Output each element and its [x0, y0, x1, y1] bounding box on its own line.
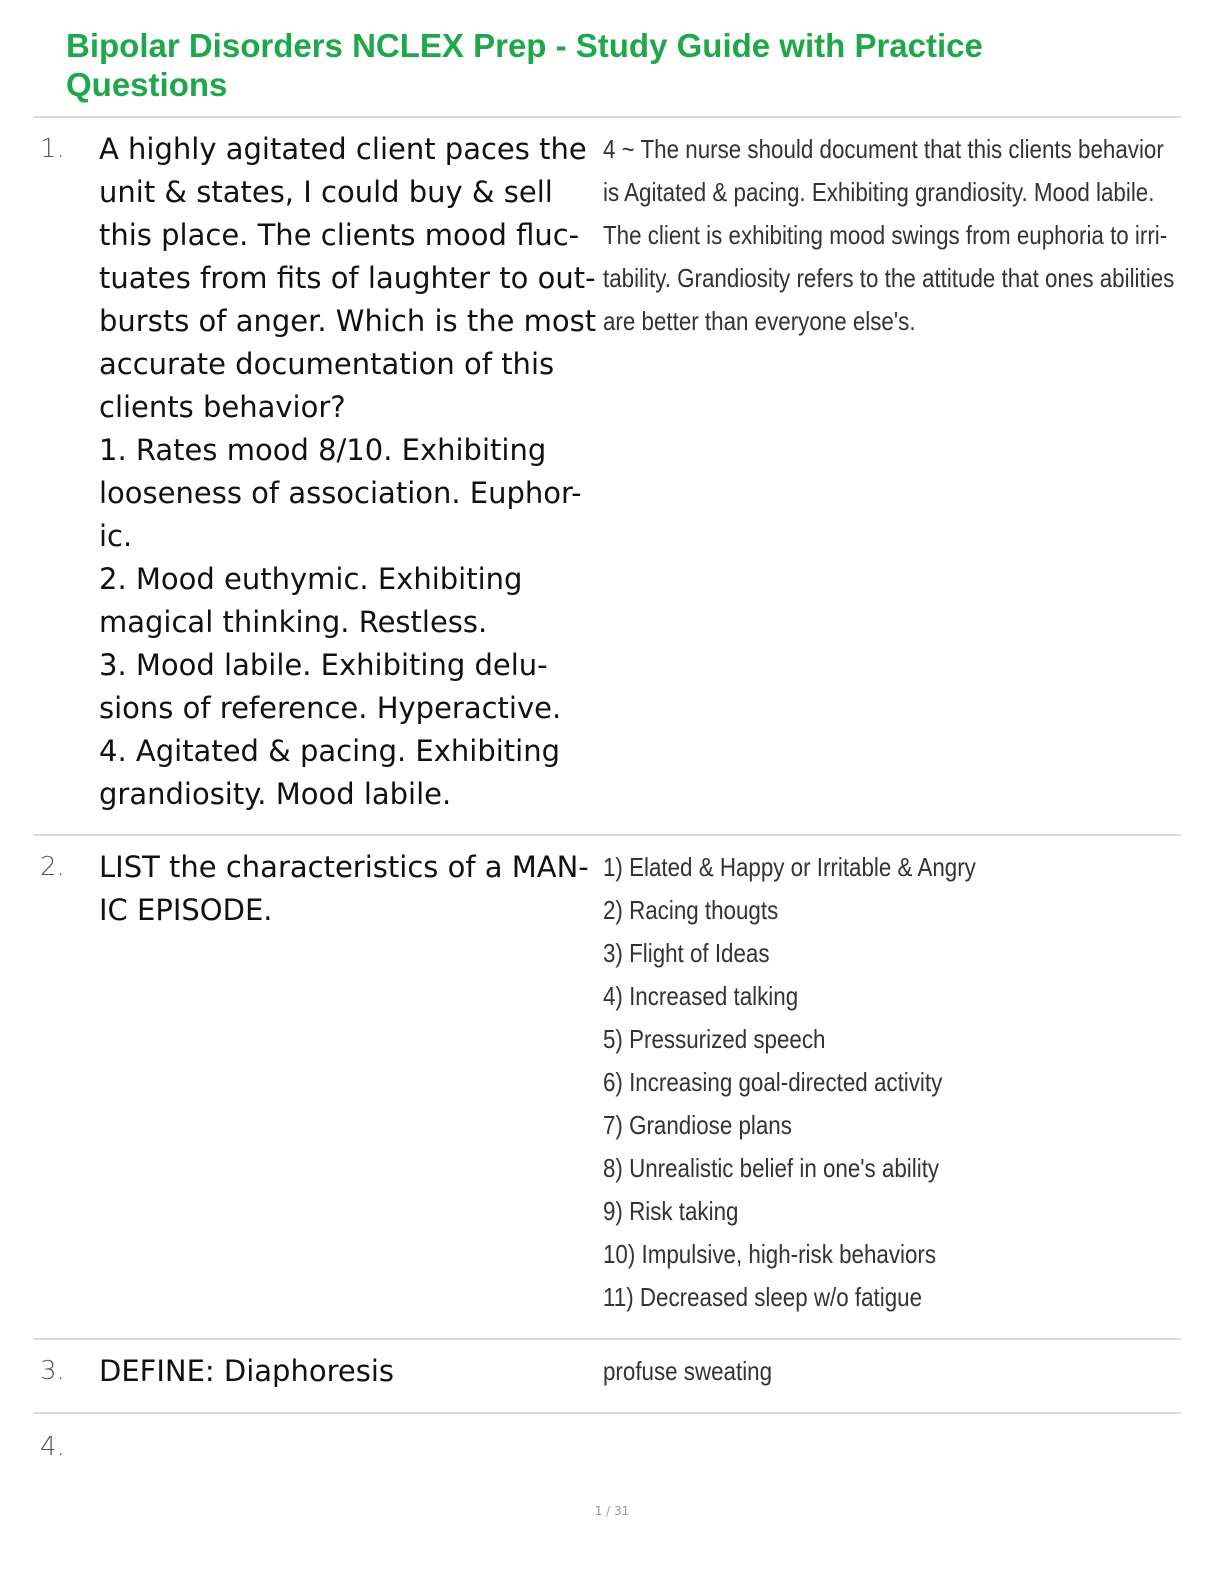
- answer-line: 7) Grandiose plans: [603, 1110, 792, 1140]
- answer-text: [603, 846, 1093, 1319]
- answer-line: 3) Flight of Ideas: [603, 938, 770, 968]
- question-line: IC EPISODE.: [99, 893, 273, 927]
- card-number: 1.: [40, 134, 65, 164]
- question-line: grandiosity. Mood labile.: [99, 777, 452, 811]
- question-text: [99, 128, 599, 816]
- question-line: unit & states, I could buy & sell: [99, 175, 553, 209]
- answer-line: 4) Increased talking: [603, 981, 799, 1011]
- answer-line: 9) Risk taking: [603, 1196, 739, 1226]
- answer-line: 6) Increasing goal-directed activity: [603, 1067, 943, 1097]
- question-line: magical thinking. Restless.: [99, 605, 488, 639]
- card-number: 2.: [40, 852, 65, 882]
- divider: [33, 834, 1181, 836]
- question-line: ic.: [99, 519, 133, 553]
- answer-line: are better than everyone else's.: [603, 306, 916, 336]
- document-title: Bipolar Disorders NCLEX Prep - Study Guide with Practice Questions: [66, 27, 983, 103]
- question-line: DEFINE: Diaphoresis: [99, 1354, 394, 1388]
- divider: [33, 1412, 1181, 1414]
- answer-line: is Agitated & pacing. Exhibiting grandiosity. Mood labile.: [603, 177, 1155, 207]
- answer-line: 2) Racing thougts: [603, 895, 779, 925]
- answer-line: 4 ~ The nurse should document that this clients behavior: [603, 134, 1164, 164]
- page-indicator: 1 / 31: [594, 1504, 630, 1518]
- answer-line: profuse sweating: [603, 1356, 773, 1386]
- card-number: 3.: [40, 1356, 65, 1386]
- question-line: looseness of association. Euphor-: [99, 476, 582, 510]
- question-text: [99, 1350, 599, 1393]
- answer-line: tability. Grandiosity refers to the attitude that ones abilities: [603, 263, 1175, 293]
- answer-text: [603, 1350, 1093, 1393]
- card-number: 4.: [40, 1432, 65, 1462]
- answer-line: 8) Unrealistic belief in one's ability: [603, 1153, 940, 1183]
- answer-line: 1) Elated & Happy or Irritable & Angry: [603, 852, 976, 882]
- question-line: clients behavior?: [99, 390, 346, 424]
- answer-line: The client is exhibiting mood swings from euphoria to irri-: [603, 220, 1168, 250]
- answer-line: 5) Pressurized speech: [603, 1024, 826, 1054]
- question-line: 3. Mood labile. Exhibiting delu-: [99, 648, 548, 682]
- question-line: LIST the characteristics of a MAN-: [99, 850, 589, 884]
- question-line: tuates from fits of laughter to out-: [99, 261, 596, 295]
- question-line: accurate documentation of this: [99, 347, 555, 381]
- question-line: A highly agitated client paces the: [99, 132, 587, 166]
- question-text: [99, 846, 599, 932]
- answer-text: [603, 128, 1175, 343]
- divider: [33, 1338, 1181, 1340]
- answer-line: 11) Decreased sleep w/o fatigue: [603, 1282, 923, 1312]
- question-line: sions of reference. Hyperactive.: [99, 691, 562, 725]
- question-line: 4. Agitated & pacing. Exhibiting: [99, 734, 561, 768]
- divider: [33, 116, 1181, 118]
- question-line: bursts of anger. Which is the most: [99, 304, 597, 338]
- question-line: 2. Mood euthymic. Exhibiting: [99, 562, 523, 596]
- answer-line: 10) Impulsive, high-risk behaviors: [603, 1239, 937, 1269]
- question-line: this place. The clients mood fluc-: [99, 218, 580, 252]
- question-line: 1. Rates mood 8/10. Exhibiting: [99, 433, 547, 467]
